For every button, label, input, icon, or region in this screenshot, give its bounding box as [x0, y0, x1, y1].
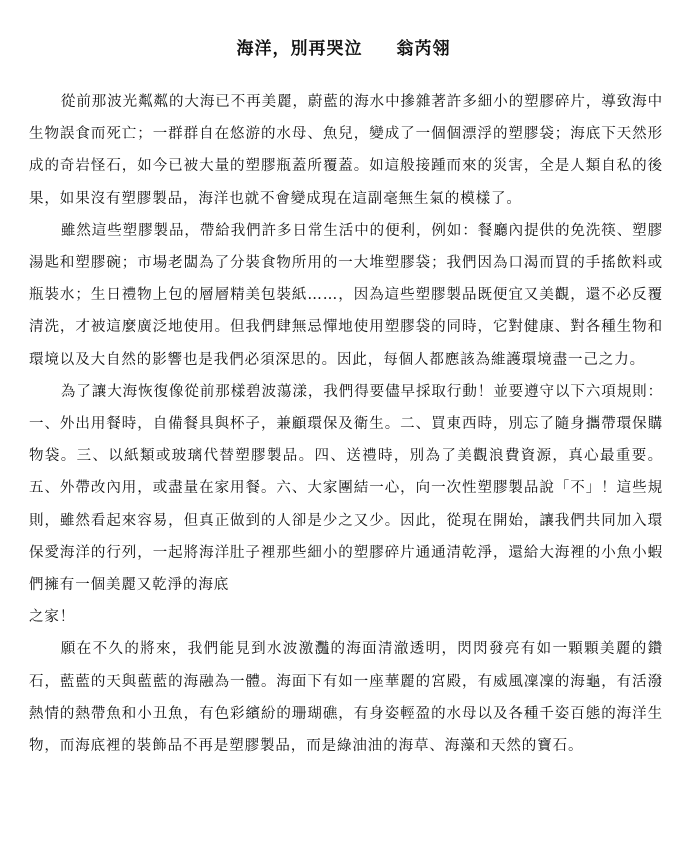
- paragraph-3-continuation: 之家！: [29, 609, 76, 626]
- title-row: [0, 38, 687, 60]
- essay-title: 海洋，別再哭泣: [236, 39, 363, 59]
- author-name: 翁芮翎: [396, 39, 451, 59]
- paragraph-3: 為了讓大海恢復像從前那樣碧波蕩漾，我們得要儘早採取行動！並要遵守以下六項規則：一、外出用餐時，自備餐具與杯子，兼顧環保及衛生。二、買東西時，別忘了隨身攜帶環保購物袋。三、以紙類或玻璃代替塑膠製品。四、送禮時，別為了美觀浪費資源，真心最重要。五、外帶改內用，或盡量在家用餐。六、大家團結一心，向一次性塑膠製品說「不」！這些規則，雖然看起來容易，但真正做到的人卻是少之又少。因此，從現在開始，讓我們共同加入環保愛海洋的行列，一起將海洋肚子裡那些細小的塑膠碎片通通清乾淨，還給大海裡的小魚小蝦們擁有一個美麗又乾淨的海底: [29, 383, 663, 594]
- essay-body: [29, 86, 663, 762]
- paragraph-1: 從前那波光粼粼的大海已不再美麗，蔚藍的海水中摻雜著許多細小的塑膠碎片，導致海中生物誤食而死亡；一群群自在悠游的水母、魚兒，變成了一個個漂浮的塑膠袋；海底下天然形成的奇岩怪石，如今已被大量的塑膠瓶蓋所覆蓋。如這般接踵而來的災害，全是人類自私的後果，如果沒有塑膠製品，海洋也就不會變成現在這副毫無生氣的模樣了。: [29, 94, 663, 207]
- paragraph-4: 願在不久的將來，我們能見到水波激灩的海面清澈透明，閃閃發亮有如一顆顆美麗的鑽石，藍藍的天與藍藍的海融為一體。海面下有如一座華麗的宮殿，有威風凜凜的海龜，有活潑熱情的熱帶魚和小丑魚，有色彩繽紛的珊瑚礁，有身姿輕盈的水母以及各種千姿百態的海洋生物，而海底裡的裝飾品不再是塑膠製品，而是綠油油的海草、海藻和天然的寶石。: [29, 641, 663, 755]
- paragraph-2: 雖然這些塑膠製品，帶給我們許多日常生活中的便利，例如：餐廳內提供的免洗筷、塑膠湯匙和塑膠碗；市場老闆為了分裝食物所用的一大堆塑膠袋；我們因為口渴而買的手搖飲料或瓶裝水；生日禮物上包的層層精美包裝紙……，因為這些塑膠製品既便宜又美觀，還不必反覆清洗，才被這麼廣泛地使用。但我們肆無忌憚地使用塑膠袋的同時，它對健康、對各種生物和環境以及大自然的影響也是我們必須深思的。因此，每個人都應該為維護環境盡一己之力。: [29, 222, 663, 368]
